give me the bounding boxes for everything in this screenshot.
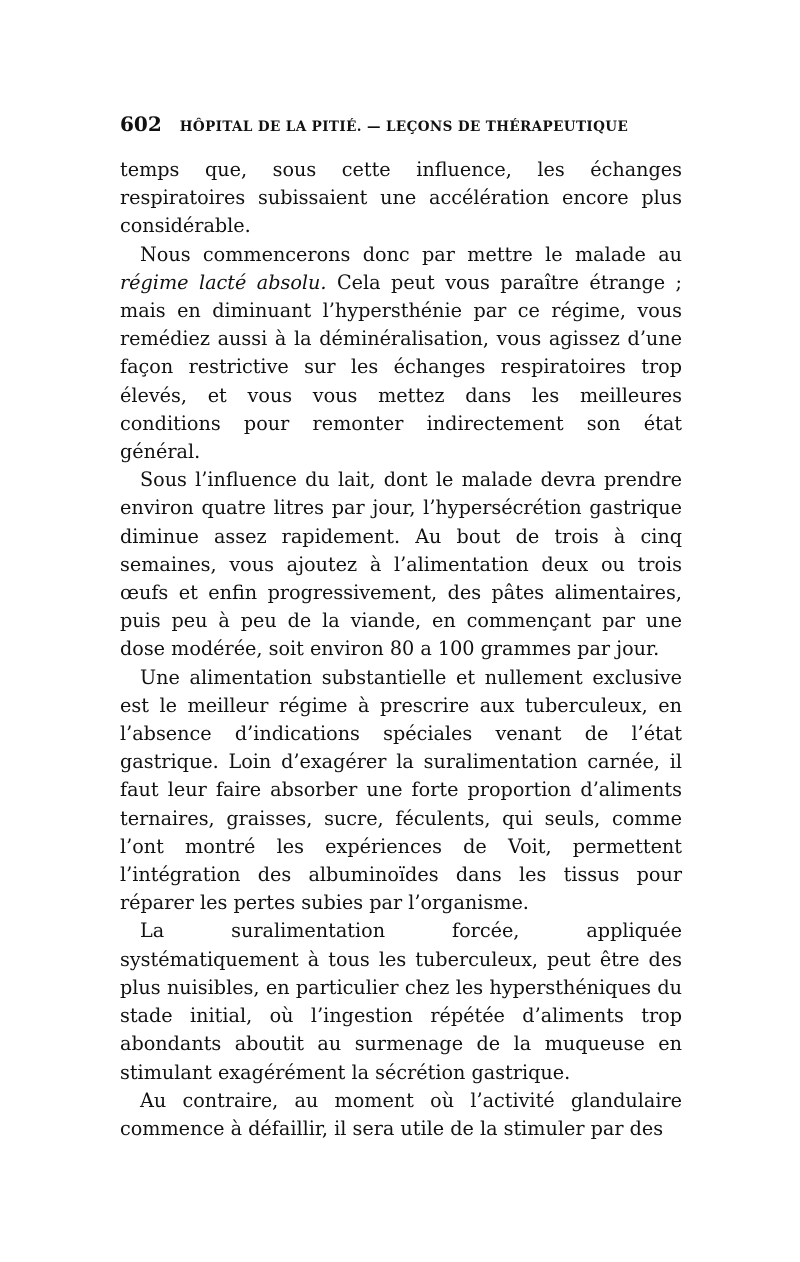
paragraph-2-rest: Cela peut vous paraître étrange ; mais en diminuant l’hypersthénie par ce régime, vous remédiez aussi à la déminéralisation, vous agissez d’une façon restrictive sur les échanges respiratoires trop élevés, et vous vous mettez dans les meilleures conditions pour remonter indirectement son état général. [120,270,683,464]
paragraph-2-start: Nous commencerons donc par mettre le malade au [140,242,682,266]
page-header [120,112,682,146]
paragraph-3: Sous l’influence du lait, dont le malade devra prendre environ quatre litres par jour, l’hypersécrétion gastrique diminue assez rapidement. Au bout de trois à cinq semaines, vous ajoutez à l’alimentation deux ou trois œufs et enfin progressivement, des pâtes alimentaires, puis peu à peu de la viande, en commençant par une dose modérée, soit environ 80 a 100 grammes par jour. [120,468,682,661]
page-number: 602 [120,112,162,136]
paragraph-4: Une alimentation substantielle et nullement exclusive est le meilleur régime à prescrire aux tuberculeux, en l’absence d’indications spéciales venant de l’état gastrique. Loin d’exagérer la suralimentation carnée, il faut leur faire absorber une forte proportion d’aliments ternaires, graisses, sucre, féculents, qui seuls, comme l’ont montré les expériences de Voit, permettent l’intégration des albuminoïdes dans les tissus pour réparer les pertes subies par l’organisme. [120,665,682,915]
paragraph-5: La suralimentation forcée, appliquée systématiquement à tous les tuberculeux, peut être des plus nuisibles, en particulier chez les hypersthéniques du stade initial, où l’ingestion répétée d’aliments trop abondants aboutit au surmenage de la muqueuse en stimulant exagérément la sécrétion gastrique. [120,919,682,1084]
book-page [120,112,682,1143]
body-text [120,156,682,1143]
paragraph-2 [120,241,682,467]
regime-lacte-absolu-emphasis: régime lacté absolu. [120,270,327,294]
running-head: HÔPITAL DE LA PITIÉ. — LEÇONS DE THÉRAPEUTIQUE [179,119,629,135]
paragraph-6: Au contraire, au moment où l’activité glandulaire commence à défaillir, il sera utile de la stimuler par des [120,1088,682,1140]
paragraph-1: temps que, sous cette influence, les échanges respiratoires subissaient une accélération encore plus considérable. [120,158,682,238]
